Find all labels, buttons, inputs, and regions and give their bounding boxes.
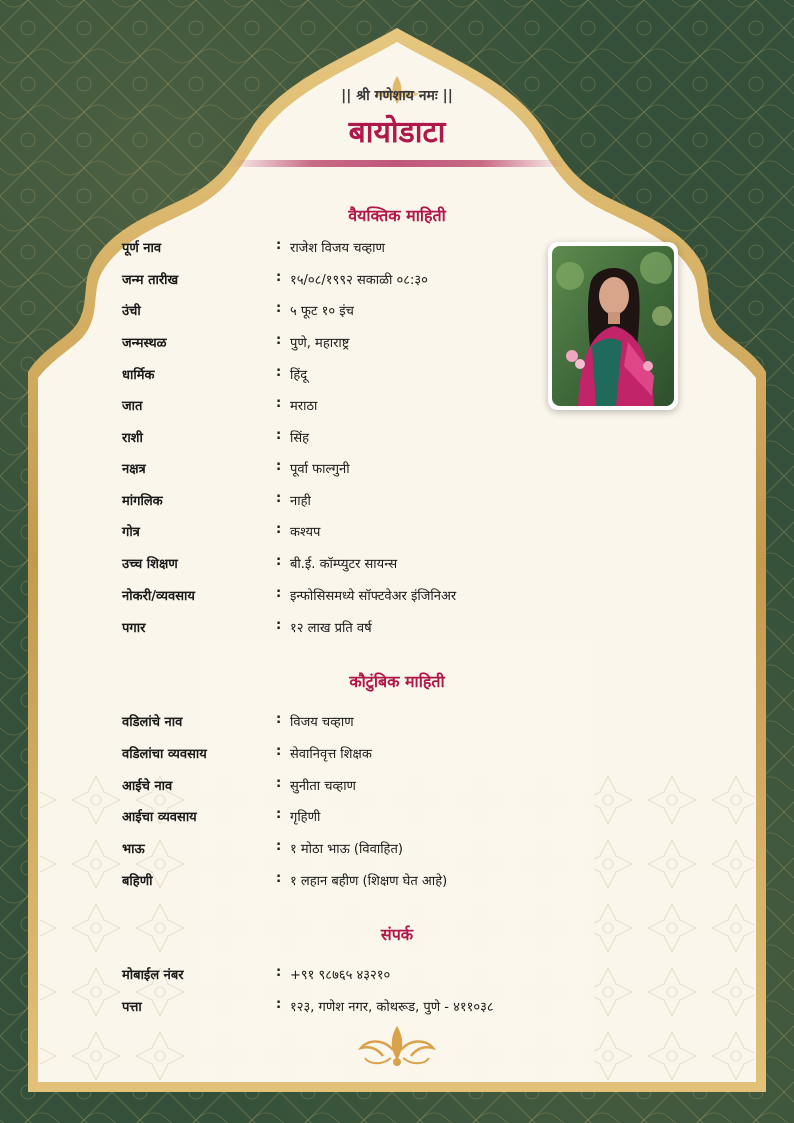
invocation-line: || श्री गणेशाय नमः || <box>341 88 453 104</box>
field-separator: : <box>276 428 282 443</box>
field-value: १५/०८/१९९२ सकाळी ०८:३० <box>290 273 428 288</box>
field-label: आईचा व्यवसाय <box>122 810 197 825</box>
field-value: राजेश विजय चव्हाण <box>290 241 385 256</box>
section-heading-personal: वैयक्तिक माहिती <box>348 206 446 225</box>
field-separator: : <box>276 965 282 980</box>
field-separator: : <box>276 333 282 348</box>
field-separator: : <box>276 365 282 380</box>
field-value: मराठा <box>290 399 318 414</box>
field-separator: : <box>276 871 282 886</box>
field-label: पूर्ण नाव <box>122 241 162 256</box>
field-value: बी.ई. कॉम्प्युटर सायन्स <box>290 557 398 572</box>
field-separator: : <box>276 618 282 633</box>
portrait-photo <box>552 246 674 406</box>
field-label: बहिणी <box>122 874 153 889</box>
field-value: १२३, गणेश नगर, कोथरूड, पुणे - ४११०३८ <box>290 1000 494 1015</box>
field-separator: : <box>276 554 282 569</box>
field-value: १ मोठा भाऊ (विवाहित) <box>290 842 403 857</box>
field-label: जन्म तारीख <box>122 273 179 288</box>
field-value: ५ फूट १० इंच <box>290 304 354 319</box>
field-separator: : <box>276 839 282 854</box>
field-separator: : <box>276 270 282 285</box>
field-label: वडिलांचे नाव <box>122 715 183 730</box>
field-label: मोबाईल नंबर <box>122 968 184 983</box>
field-label: उंची <box>122 304 141 319</box>
field-label: नोकरी/व्यवसाय <box>122 589 195 604</box>
field-value: १२ लाख प्रति वर्ष <box>290 621 372 636</box>
field-value: +९१ ९८७६५ ४३२१० <box>290 968 391 983</box>
field-label: जन्मस्थळ <box>122 336 167 351</box>
field-separator: : <box>276 807 282 822</box>
title-underline <box>228 160 566 167</box>
field-separator: : <box>276 491 282 506</box>
field-label: वडिलांचा व्यवसाय <box>122 747 207 762</box>
section-heading-family: कौटुंबिक माहिती <box>349 672 445 691</box>
field-value: सेवानिवृत्त शिक्षक <box>290 747 372 762</box>
field-separator: : <box>276 301 282 316</box>
field-separator: : <box>276 744 282 759</box>
field-separator: : <box>276 522 282 537</box>
field-separator: : <box>276 776 282 791</box>
field-label: पत्ता <box>122 1000 142 1015</box>
field-value: विजय चव्हाण <box>290 715 354 730</box>
field-value: हिंदू <box>290 368 308 383</box>
field-value: पूर्वा फाल्गुनी <box>290 462 350 477</box>
field-label: उच्च शिक्षण <box>122 557 178 572</box>
field-label: भाऊ <box>122 842 145 857</box>
field-value: कश्यप <box>290 525 321 540</box>
field-label: पगार <box>122 621 146 636</box>
field-value: १ लहान बहीण (शिक्षण घेत आहे) <box>290 874 448 889</box>
field-label: नक्षत्र <box>122 462 146 477</box>
field-separator: : <box>276 712 282 727</box>
field-label: आईचे नाव <box>122 779 173 794</box>
field-separator: : <box>276 586 282 601</box>
field-separator: : <box>276 459 282 474</box>
field-separator: : <box>276 997 282 1012</box>
field-value: नाही <box>290 494 311 509</box>
field-value: सुनीता चव्हाण <box>290 779 356 794</box>
field-label: राशी <box>122 431 143 446</box>
field-label: गोत्र <box>122 525 140 540</box>
field-label: मांगलिक <box>122 494 163 509</box>
field-separator: : <box>276 238 282 253</box>
field-separator: : <box>276 396 282 411</box>
section-heading-contact: संपर्क <box>380 925 414 944</box>
page-title: बायोडाटा <box>348 115 446 150</box>
field-label: जात <box>122 399 143 414</box>
field-value: इन्फोसिसमध्ये सॉफ्टवेअर इंजिनिअर <box>290 589 457 604</box>
field-label: धार्मिक <box>122 368 155 383</box>
field-value: सिंह <box>290 431 310 446</box>
field-value: गृहिणी <box>290 810 321 825</box>
field-value: पुणे, महाराष्ट्र <box>290 336 350 351</box>
profile-photo-frame <box>548 242 678 410</box>
